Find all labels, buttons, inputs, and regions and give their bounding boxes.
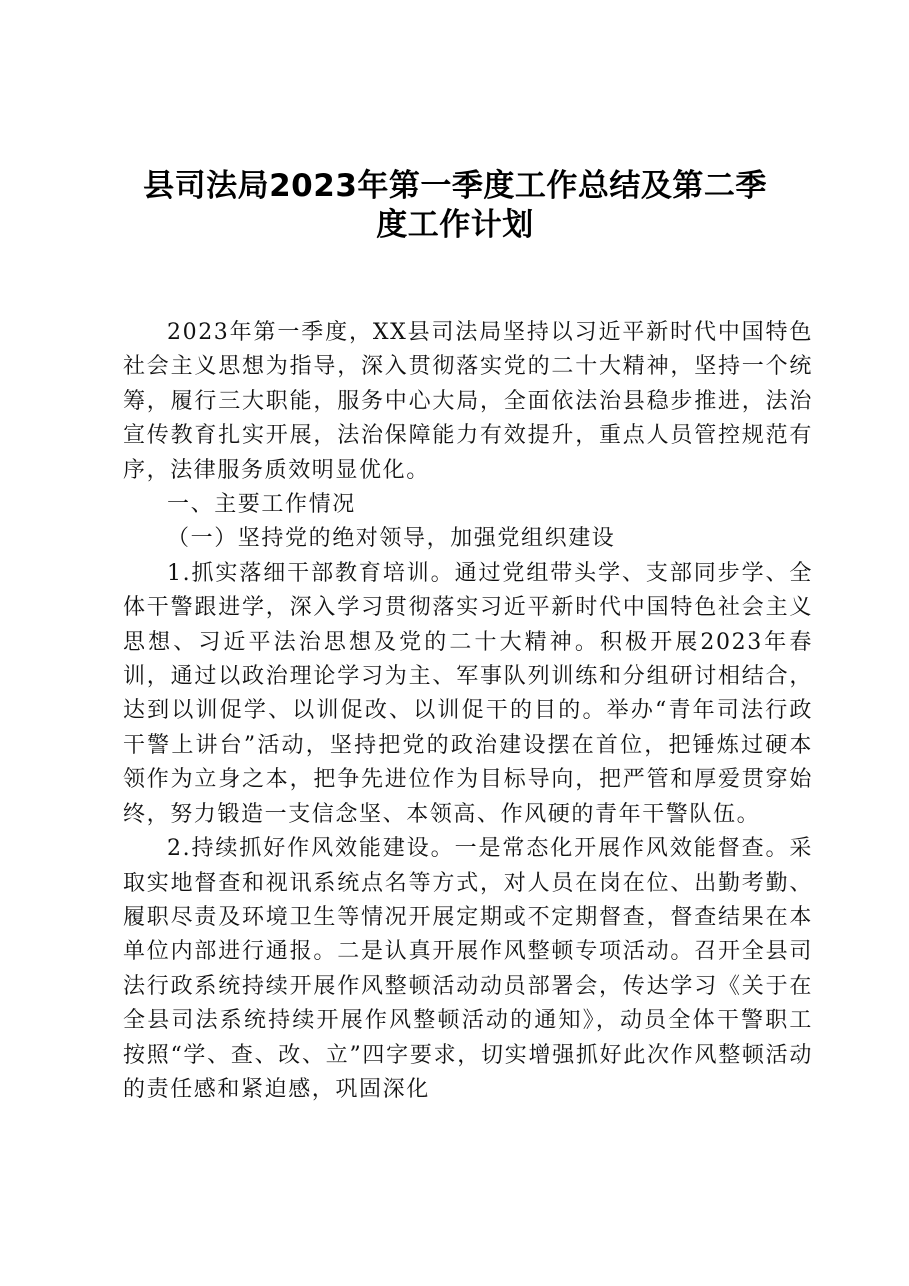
intro-paragraph: 2023年第一季度，XX县司法局坚持以习近平新时代中国特色社会主义思想为指导，深入贯彻落实党的二十大精神，坚持一个统筹，履行三大职能，服务中心大局，全面依法治县稳步推进，法治宣传教育扎实开展，法治保障能力有效提升，重点人员管控规范有序，法律服务质效明显优化。 xyxy=(123,320,813,483)
subsection-heading: （一）坚持党的绝对领导，加强党组织建设 xyxy=(167,526,616,552)
paragraph-item-2: 2.持续抓好作风效能建设。一是常态化开展作风效能督查。采取实地督查和视讯系统点名等方式，对人员在岗在位、出勤考勤、履职尽责及环境卫生等情况开展定期或不定期督查，督查结果在本单位内部进行通报。二是认真开展作风整顿专项活动。召开全县司法行政系统持续开展作风整顿活动动员部署会，传达学习《关于在全县司法系统持续开展作风整顿活动的通知》，动员全体干警职工按照“学、查、改、立”四字要求，切实增强抓好此次作风整顿活动的责任感和紧迫感，巩固深化 xyxy=(123,836,813,1102)
document-title-line-2: 度工作计划 xyxy=(376,207,534,243)
section-heading: 一、主要工作情况 xyxy=(167,492,356,518)
document-body xyxy=(123,316,813,1107)
paragraph-item-1: 1.抓实落细干部教育培训。通过党组带头学、支部同步学、全体干警跟进学，深入学习贯彻落实习近平新时代中国特色社会主义思想、习近平法治思想及党的二十大精神。积极开展2023年春训，通过以政治理论学习为主、军事队列训练和分组研讨相结合，达到以训促学、以训促改、以训促干的目的。举办“青年司法行政干警上讲台”活动，坚持把党的政治建设摆在首位，把锤炼过硬本领作为立身之本，把争先进位作为目标导向，把严管和厚爱贯穿始终，努力锻造一支信念坚、本领高、作风硬的青年干警队伍。 xyxy=(123,560,813,827)
document-title-line-1: 县司法局2023年第一季度工作总结及第二季 xyxy=(143,168,767,204)
